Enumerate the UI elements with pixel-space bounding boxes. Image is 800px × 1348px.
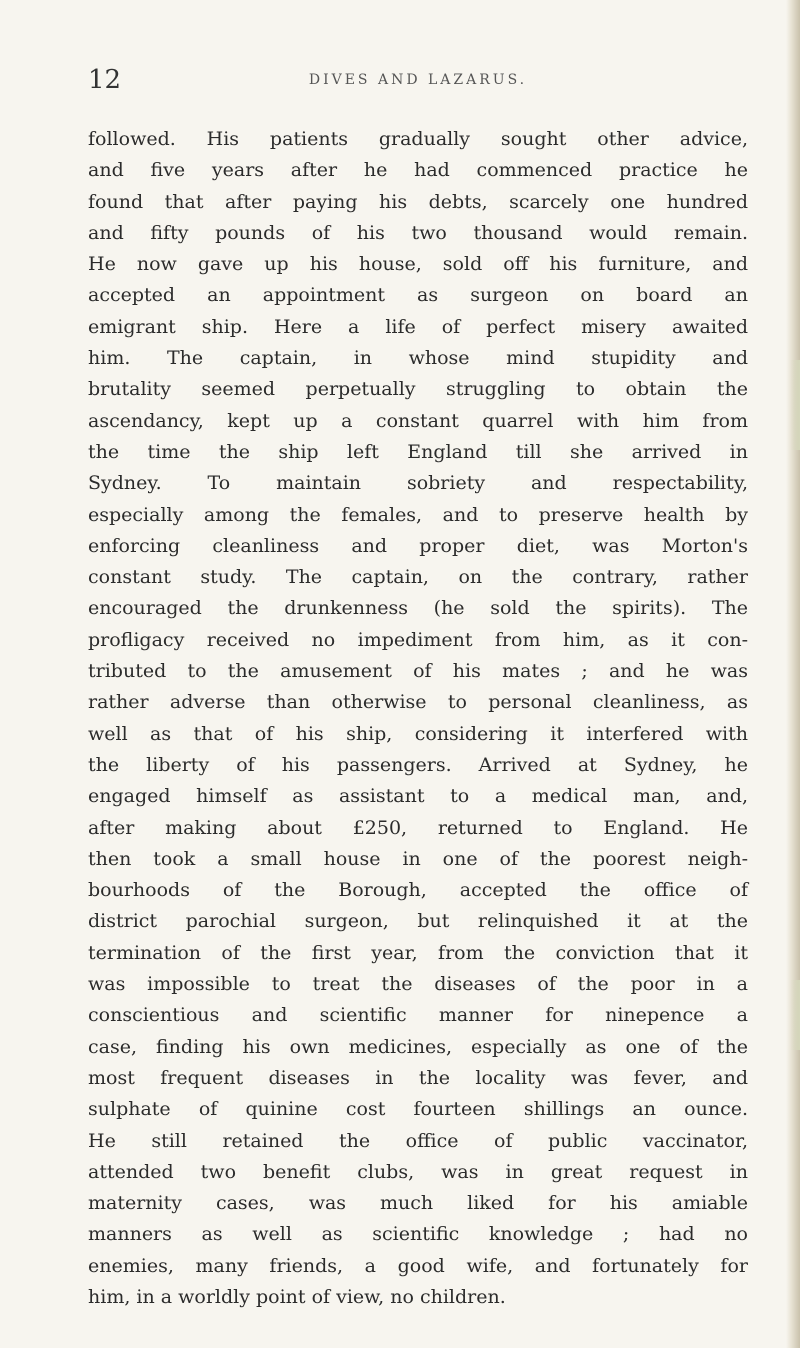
text-line: the time the ship left England till she arrived in	[88, 440, 748, 463]
text-line: well as that of his ship, considering it interfered with	[88, 722, 748, 745]
text-line: enforcing cleanliness and proper diet, was Morton's	[88, 534, 748, 557]
text-line: constant study. The captain, on the contrary, rather	[88, 566, 748, 589]
running-head: DIVES AND LAZARUS.	[308, 72, 528, 88]
text-line: emigrant ship. Here a life of perfect misery awaited	[88, 315, 748, 338]
text-line: followed. His patients gradually sought other advice,	[88, 128, 748, 150]
text-line: manners as well as scientific knowledge ; had no	[88, 1223, 748, 1246]
text-line: encouraged the drunkenness (he sold the spirits). The	[88, 597, 748, 620]
page-number: 12	[88, 65, 122, 95]
page-stain	[790, 360, 800, 450]
text-line: district parochial surgeon, but relinquished it at the	[88, 910, 748, 933]
text-line: engaged himself as assistant to a medical man, and,	[88, 785, 748, 808]
text-line: He still retained the office of public vaccinator,	[88, 1129, 748, 1152]
text-line: found that after paying his debts, scarcely one hundred	[88, 190, 748, 213]
text-line: attended two benefit clubs, was in great request in	[88, 1160, 748, 1183]
text-line: him, in a worldly point of view, no children.	[88, 1285, 506, 1308]
text-line: most frequent diseases in the locality was fever, and	[88, 1066, 748, 1089]
page-header	[88, 62, 748, 98]
text-line: enemies, many friends, a good wife, and fortunately for	[88, 1254, 748, 1277]
text-line: bourhoods of the Borough, accepted the office of	[88, 879, 748, 902]
text-line: maternity cases, was much liked for his amiable	[88, 1192, 748, 1215]
text-line: Sydney. To maintain sobriety and respectability,	[88, 472, 748, 495]
text-line: especially among the females, and to preserve health by	[88, 503, 748, 526]
text-line: rather adverse than otherwise to personal cleanliness, as	[88, 691, 748, 714]
text-line: and five years after he had commenced practice he	[88, 159, 748, 182]
text-line: He now gave up his house, sold off his furniture, and	[88, 253, 748, 276]
text-line: and fifty pounds of his two thousand would remain.	[88, 221, 748, 244]
text-line: termination of the first year, from the conviction that it	[88, 941, 748, 964]
text-line: the liberty of his passengers. Arrived at Sydney, he	[88, 753, 748, 776]
text-line: case, finding his own medicines, especially as one of the	[88, 1035, 748, 1058]
page-stain	[790, 980, 800, 1050]
text-line: him. The captain, in whose mind stupidity and	[88, 347, 748, 370]
text-line: ascendancy, kept up a constant quarrel with him from	[88, 409, 748, 432]
text-line: accepted an appointment as surgeon on board an	[88, 284, 748, 307]
text-line: sulphate of quinine cost fourteen shillings an ounce.	[88, 1098, 748, 1121]
text-line: profligacy received no impediment from him, as it con-	[88, 628, 748, 651]
body-text	[88, 124, 748, 1313]
text-line: after making about £250, returned to England. He	[88, 816, 748, 839]
page-edge-shadow	[786, 0, 800, 1348]
text-line: was impossible to treat the diseases of the poor in a	[88, 973, 748, 996]
text-line: then took a small house in one of the poorest neigh-	[88, 847, 748, 870]
text-line: tributed to the amusement of his mates ; and he was	[88, 660, 748, 683]
text-line: brutality seemed perpetually struggling to obtain the	[88, 378, 748, 401]
text-line: conscientious and scientific manner for ninepence a	[88, 1004, 748, 1027]
